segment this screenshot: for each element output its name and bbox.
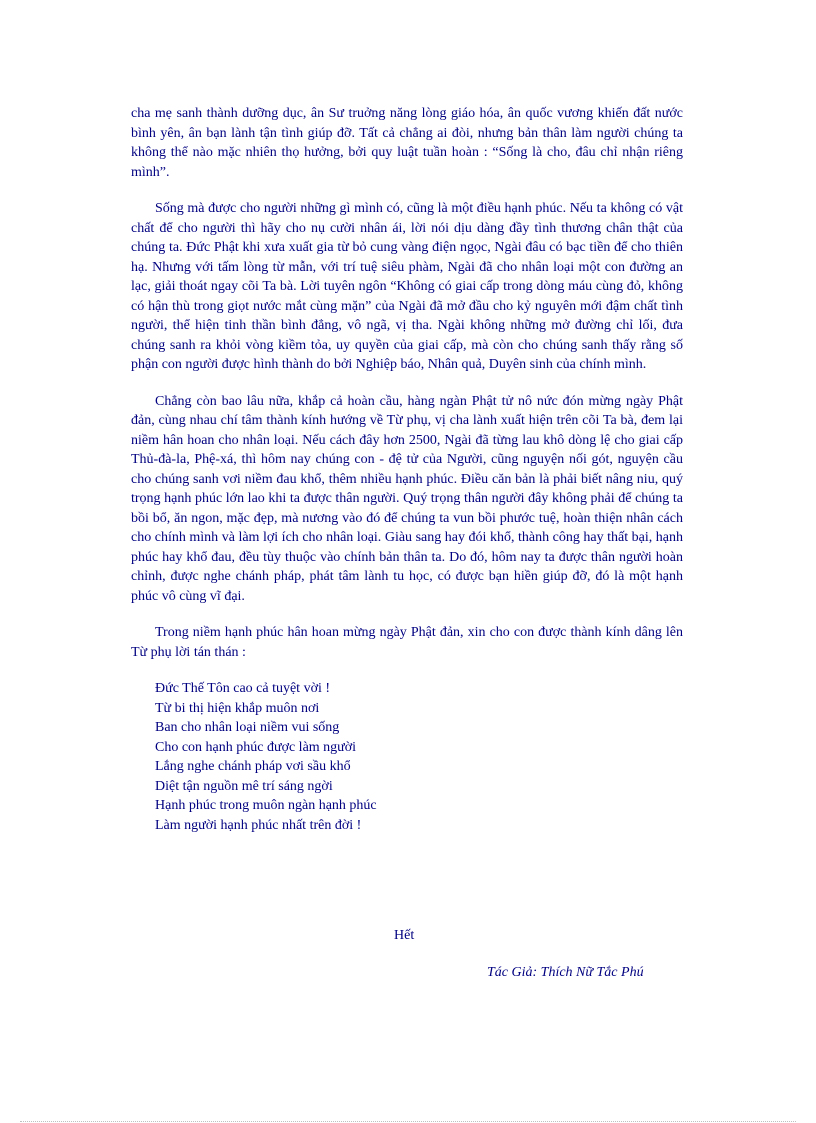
author-signature: Tác Giả: Thích Nữ Tắc Phú xyxy=(487,965,644,980)
paragraph-3: Chẳng còn bao lâu nữa, khắp cả hoàn cầu, hàng ngàn Phật tử nô nức đón mừng ngày Phật đản, cùng nhau chí tâm thành kính hướng về Từ phụ, vị cha lành xuất hiện trên cõi Ta bà, đem lại niềm hân hoan cho nhân loại. Nếu cách đây hơn 2500, Ngài đã từng lau khô dòng lệ cho giai cấp Thủ-đà-la, Phệ-xá, thì hôm nay chúng con - đệ tử của Người, cũng nguyện nối gót, nguyện cầu cho chúng sanh vơi niềm đau khổ, thêm nhiều hạnh phúc. Điều căn bản là phải biết nâng niu, quý trọng hạnh phúc lớn lao khi ta được thân người. Quý trọng thân người đây không phải để chúng ta bồi bổ, ăn ngon, mặc đẹp, mà nương vào đó để chúng ta vun bồi phước tuệ, hoàn thiện nhân cách cho chính mình và làm lợi ích cho nhân loại. Giàu sang hay đói khổ, thành công hay thất bại, hạnh phúc hay khổ đau, đều tùy thuộc vào chính bản thân ta. Do đó, hôm nay ta được thân người hoàn chỉnh, được nghe chánh pháp, phát tâm lành tu học, có được bạn hiền giúp đỡ, đó là một hạnh phúc vô cùng vĩ đại. xyxy=(131,393,683,604)
paragraph-4: Trong niềm hạnh phúc hân hoan mừng ngày Phật đản, xin cho con được thành kính dâng lên Từ phụ lời tán thán : xyxy=(131,625,683,660)
poem-line-1: Đức Thế Tôn cao cả tuyệt vời ! xyxy=(155,681,331,696)
poem xyxy=(155,679,683,835)
paragraph-2: Sống mà được cho người những gì mình có, cũng là một điều hạnh phúc. Nếu ta không có vật chất để cho người thì hãy cho nụ cười nhân ái, lời nói dịu dàng đầy tình thương chân thật của chúng ta. Đức Phật khi xưa xuất gia từ bỏ cung vàng điện ngọc, Ngài đâu có bạc tiền để cho thiên hạ. Nhưng với tấm lòng từ mẫn, với trí tuệ siêu phàm, Ngài đã cho nhân loại một con đường an lạc, giải thoát ngay cõi Ta bà. Lời tuyên ngôn “Không có giai cấp trong dòng máu cùng đỏ, không có hận thù trong giọt nước mắt cùng mặn” của Ngài đã mở đầu cho kỷ nguyên mới đậm chất tình người, thể hiện tinh thần bình đẳng, vô ngã, vị tha. Ngài không những mở đường chỉ lối, đưa chúng sanh ra khỏi vòng kiềm tỏa, uy quyền của giai cấp, mà còn cho chúng sanh thấy rằng số phận con người được hình thành do bởi Nghiệp báo, Nhân quả, Duyên sinh của chính mình. xyxy=(131,201,683,372)
paragraph-1: cha mẹ sanh thành dưỡng dục, ân Sư truởng năng lòng giáo hóa, ân quốc vương khiến đất nước bình yên, ân bạn lành tận tình giúp đỡ. Tất cả chẳng ai đòi, nhưng bản thân làm người chúng ta không thể nào mặc nhiên thọ hưởng, bởi quy luật tuần hoàn : “Sống là cho, đâu chỉ nhận riêng mình”. xyxy=(131,106,683,180)
poem-line-3: Ban cho nhân loại niềm vui sống xyxy=(155,720,340,735)
page-bottom-border xyxy=(20,1121,796,1122)
poem-line-4: Cho con hạnh phúc được làm người xyxy=(155,739,357,755)
poem-line-6: Diệt tận nguồn mê trí sáng ngời xyxy=(155,778,333,794)
end-mark: Hết xyxy=(394,928,415,943)
poem-line-7: Hạnh phúc trong muôn ngàn hạnh phúc xyxy=(155,798,377,813)
poem-line-8: Làm người hạnh phúc nhất trên đời ! xyxy=(155,817,362,833)
document-body xyxy=(131,104,683,852)
poem-line-2: Từ bi thị hiện khắp muôn nơi xyxy=(155,700,320,716)
poem-line-5: Lắng nghe chánh pháp vơi sầu khổ xyxy=(155,759,351,774)
